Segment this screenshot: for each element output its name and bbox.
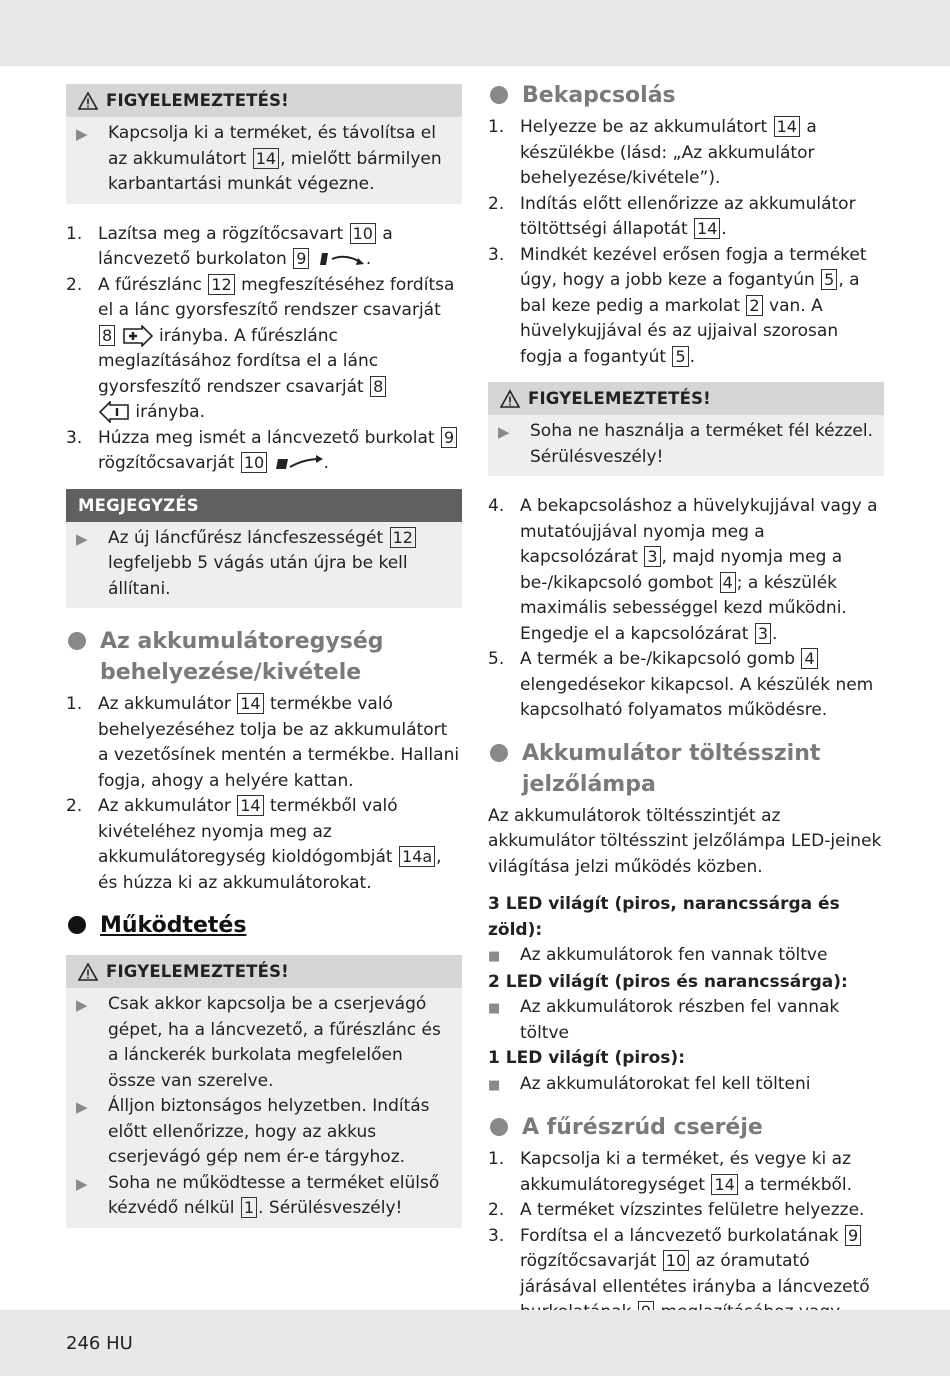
unlock-screw-icon xyxy=(316,249,366,269)
step-number: 1. xyxy=(488,117,505,137)
heading-text: Bekapcsolás xyxy=(522,83,676,108)
triangle-bullet-icon: ▶ xyxy=(76,1174,88,1193)
heading-text: Az akkumulátoregység behelyezése/kivétele xyxy=(100,629,384,685)
text: legfeljebb 5 vágás után újra be kell állítani. xyxy=(108,553,408,599)
text: . Sérülésveszély! xyxy=(258,1198,403,1218)
warning-title: FIGYELEMEZTETÉS! xyxy=(106,962,289,981)
triangle-bullet-icon: ▶ xyxy=(76,529,88,548)
text: Lazítsa meg a rögzítőcsavart xyxy=(98,223,349,244)
step-list xyxy=(66,222,462,477)
text: irányba. xyxy=(130,402,205,422)
step-number: 2. xyxy=(66,274,83,295)
step-item xyxy=(488,647,884,724)
ref-number: 14 xyxy=(237,795,263,816)
step-item xyxy=(488,115,884,192)
text: Az akkumulátorokat fel kell tölteni xyxy=(520,1073,811,1094)
led-heading: 2 LED világít (piros és narancssárga): xyxy=(488,971,848,992)
ref-number: 9 xyxy=(845,1225,861,1246)
text: . xyxy=(721,219,727,239)
bullet-item xyxy=(76,1171,454,1222)
led-heading: 1 LED világít (piros): xyxy=(488,1048,685,1068)
text: Mindkét kezével erősen fogja a terméket úgy, hogy a jobb keze a fogantyún xyxy=(520,244,867,290)
warning-triangle-icon xyxy=(78,962,98,982)
warning-triangle-icon xyxy=(500,389,520,409)
text: Csak akkor kapcsolja be a cserjevágó gépet, ha a láncvezető, a fűrészlánc és a lánckerék burkolata megfelelően össze van szerelve. xyxy=(108,994,441,1091)
text: rögzítőcsavarját xyxy=(98,453,240,473)
text: A terméket vízszintes felületre helyezze. xyxy=(520,1200,865,1220)
text: Az akkumulátorok részben fel vannak töltve xyxy=(520,997,840,1043)
section-heading xyxy=(66,626,462,688)
ref-number: 4 xyxy=(720,572,736,593)
ref-number: 14 xyxy=(237,693,263,714)
section-heading xyxy=(66,910,462,941)
text: Húzza meg ismét a láncvezető burkolat xyxy=(98,427,440,448)
text: Kapcsolja ki a terméket, és távolítsa el az akkumulátort xyxy=(108,123,436,169)
square-bullet-icon: ■ xyxy=(488,1001,501,1016)
step-number: 3. xyxy=(488,1225,505,1246)
bullet-dot-icon xyxy=(490,744,508,762)
text: rögzítőcsavarját xyxy=(520,1251,662,1271)
text: . xyxy=(689,346,696,367)
text: Indítás előtt ellenőrizze az akkumulátor töltöttségi állapotát xyxy=(520,193,856,239)
ref-number: 10 xyxy=(663,1250,689,1271)
note-box xyxy=(66,489,462,609)
lock-screw-icon xyxy=(274,453,324,473)
bullet-dot-icon xyxy=(490,1118,508,1136)
note-header: MEGJEGYZÉS xyxy=(66,489,462,522)
ref-number: 14 xyxy=(711,1174,737,1195)
step-item xyxy=(66,692,462,794)
ref-number: 9 xyxy=(441,427,457,448)
bullet-item xyxy=(76,1094,454,1171)
square-bullet-icon: ■ xyxy=(488,949,501,964)
warning-box xyxy=(488,382,884,476)
step-number: 1. xyxy=(66,694,83,714)
ref-number: 10 xyxy=(350,223,376,244)
step-number: 2. xyxy=(488,193,505,214)
text: A fűrészlánc xyxy=(98,274,208,295)
bullet-item xyxy=(76,121,454,198)
bullet-item xyxy=(76,992,454,1094)
bullet-dot-icon xyxy=(68,632,86,650)
text: a láncvezető burkolaton xyxy=(98,223,393,269)
ref-number: 14 xyxy=(694,218,720,239)
ref-number: 12 xyxy=(208,274,234,295)
triangle-bullet-icon: ▶ xyxy=(76,1098,88,1116)
ref-number: 5 xyxy=(821,269,837,290)
warning-triangle-icon xyxy=(78,91,98,111)
section-heading xyxy=(488,80,884,111)
triangle-bullet-icon: ▶ xyxy=(76,125,88,143)
paragraph: Az akkumulátorok töltésszintjét az akkumulátor töltésszint jelzőlámpa LED-jeinek világítása jelzi működés közben. xyxy=(488,805,882,877)
square-bullet-icon: ■ xyxy=(488,1077,501,1093)
list-item xyxy=(488,995,884,1046)
step-item xyxy=(66,273,462,426)
heading-text: A fűrészrúd cseréje xyxy=(522,1115,763,1140)
text: Az akkumulátor xyxy=(98,694,237,714)
heading-text: Működtetés xyxy=(100,913,247,938)
ref-number: 8 xyxy=(99,325,115,346)
text: . xyxy=(772,623,778,644)
ref-number: 14 xyxy=(774,116,800,137)
ref-number: 10 xyxy=(241,452,267,473)
warning-box xyxy=(66,955,462,1228)
text: , majd nyomja meg a be-/kikapcsoló gombot xyxy=(520,547,843,593)
page-number: 246 HU xyxy=(66,1333,133,1354)
text: Helyezze be az akkumulátort xyxy=(520,117,773,137)
text: megfeszítéséhez fordítsa el a lánc gyorsfeszítő rendszer csavarját xyxy=(98,274,455,320)
step-item xyxy=(488,1147,884,1198)
text: termékből való kivételéhez nyomja meg az akkumulátoregység kioldógombját xyxy=(98,796,398,867)
ref-number: 3 xyxy=(755,623,771,644)
section-heading xyxy=(488,1112,884,1143)
text: a készülékbe (lásd: „Az akkumulátor behelyezése/kivétele”). xyxy=(520,117,817,188)
header-band xyxy=(0,0,950,66)
step-item xyxy=(66,222,462,273)
text: Soha ne működtesse a terméket elülső kézvédő nélkül xyxy=(108,1172,440,1218)
text: , és húzza ki az akkumulátorokat. xyxy=(98,847,442,893)
step-list xyxy=(488,494,884,724)
text: termékbe való behelyezéséhez tolja be az akkumulátort a vezetősínek mentén a termékbe. Hallani fogja, ahogy a helyére kattan. xyxy=(98,694,460,791)
step-item xyxy=(488,192,884,243)
list-item xyxy=(488,1072,884,1099)
text: a termékből. xyxy=(738,1174,853,1195)
triangle-bullet-icon: ▶ xyxy=(76,996,88,1014)
text: , a bal keze pedig a markolat xyxy=(520,270,860,316)
led-heading: 3 LED világít (piros, narancssárga és zöld): xyxy=(488,894,840,940)
ref-number: 1 xyxy=(241,1197,257,1218)
ref-number: 8 xyxy=(370,376,386,397)
step-number: 1. xyxy=(66,223,83,244)
text: Az akkumulátor xyxy=(98,796,237,816)
warning-header xyxy=(488,382,884,415)
step-number: 2. xyxy=(66,796,83,816)
ref-number: 4 xyxy=(801,648,817,669)
ref-number: 12 xyxy=(390,527,416,548)
text: Soha ne használja a terméket fél kézzel. Sérülésveszély! xyxy=(530,421,873,467)
step-number: 3. xyxy=(66,427,83,448)
text: irányba. A fűrészlánc meglazításához fordítsa el a lánc gyorsfeszítő rendszer csavarját xyxy=(98,325,379,397)
text: . xyxy=(323,453,329,473)
ref-number: 14 xyxy=(253,148,279,169)
footer-band xyxy=(0,1310,950,1376)
section-heading xyxy=(488,738,884,800)
text: . xyxy=(365,249,372,269)
step-item xyxy=(66,426,462,477)
warning-header xyxy=(66,84,462,117)
bullet-item xyxy=(498,419,876,470)
text: ; a készülék maximális sebességgel kezd működni. Engedje el a kapcsolózárat xyxy=(520,572,847,644)
bullet-item xyxy=(76,526,454,603)
step-item xyxy=(488,1198,884,1224)
ref-number: 14a xyxy=(399,846,435,867)
bullet-dot-icon xyxy=(490,86,508,104)
warning-header xyxy=(66,955,462,988)
text: Az akkumulátorok fen vannak töltve xyxy=(520,945,828,965)
text: Fordítsa el a láncvezető burkolatának xyxy=(520,1225,845,1246)
ref-number: 5 xyxy=(672,346,688,367)
right-column xyxy=(488,84,884,1363)
step-number: 3. xyxy=(488,244,505,265)
step-list xyxy=(488,115,884,370)
text: elengedésekor kikapcsol. A készülék nem kapcsolható folyamatos működésre. xyxy=(520,674,874,720)
triangle-bullet-icon: ▶ xyxy=(498,423,510,441)
text: Az új láncfűrész láncfeszességét xyxy=(108,527,389,548)
text: A termék a be-/kikapcsoló gomb xyxy=(520,649,801,669)
plus-arrow-icon xyxy=(122,325,154,347)
text: A bekapcsoláshoz a hüvelykujjával vagy a mutatóujjával nyomja meg a kapcsolózárat xyxy=(520,496,878,567)
step-item xyxy=(488,243,884,371)
text: van. A hüvelykujjával és az ujjaival szorosan fogja a fogantyút xyxy=(520,295,839,367)
text: Álljon biztonságos helyzetben. Indítás előtt ellenőrizze, hogy az akkus cserjevágó gép nem ér-e tárgyhoz. xyxy=(108,1096,430,1167)
ref-number: 9 xyxy=(293,248,309,269)
text: az óramutató járásával ellentétes irányba a láncvezető xyxy=(520,1251,870,1297)
list-item xyxy=(488,943,884,970)
warning-box xyxy=(66,84,462,204)
step-number: 4. xyxy=(488,496,505,516)
left-column xyxy=(66,84,462,1246)
step-number: 2. xyxy=(488,1200,505,1220)
step-item xyxy=(488,494,884,647)
step-list xyxy=(66,692,462,896)
step-item xyxy=(66,794,462,896)
warning-title: FIGYELEMEZTETÉS! xyxy=(106,91,289,110)
heading-text: Akkumulátor töltésszint jelzőlámpa xyxy=(522,740,821,797)
step-number: 5. xyxy=(488,649,505,669)
step-number: 1. xyxy=(488,1149,505,1169)
minus-arrow-icon xyxy=(98,401,130,423)
text: Kapcsolja ki a terméket, és vegye ki az akkumulátoregységet xyxy=(520,1149,851,1195)
bullet-dot-icon xyxy=(68,916,86,934)
text: , mielőtt bármilyen karbantartási munkát végezne. xyxy=(108,148,442,194)
ref-number: 3 xyxy=(644,546,660,567)
ref-number: 2 xyxy=(746,295,762,316)
warning-title: FIGYELEMEZTETÉS! xyxy=(528,389,711,408)
